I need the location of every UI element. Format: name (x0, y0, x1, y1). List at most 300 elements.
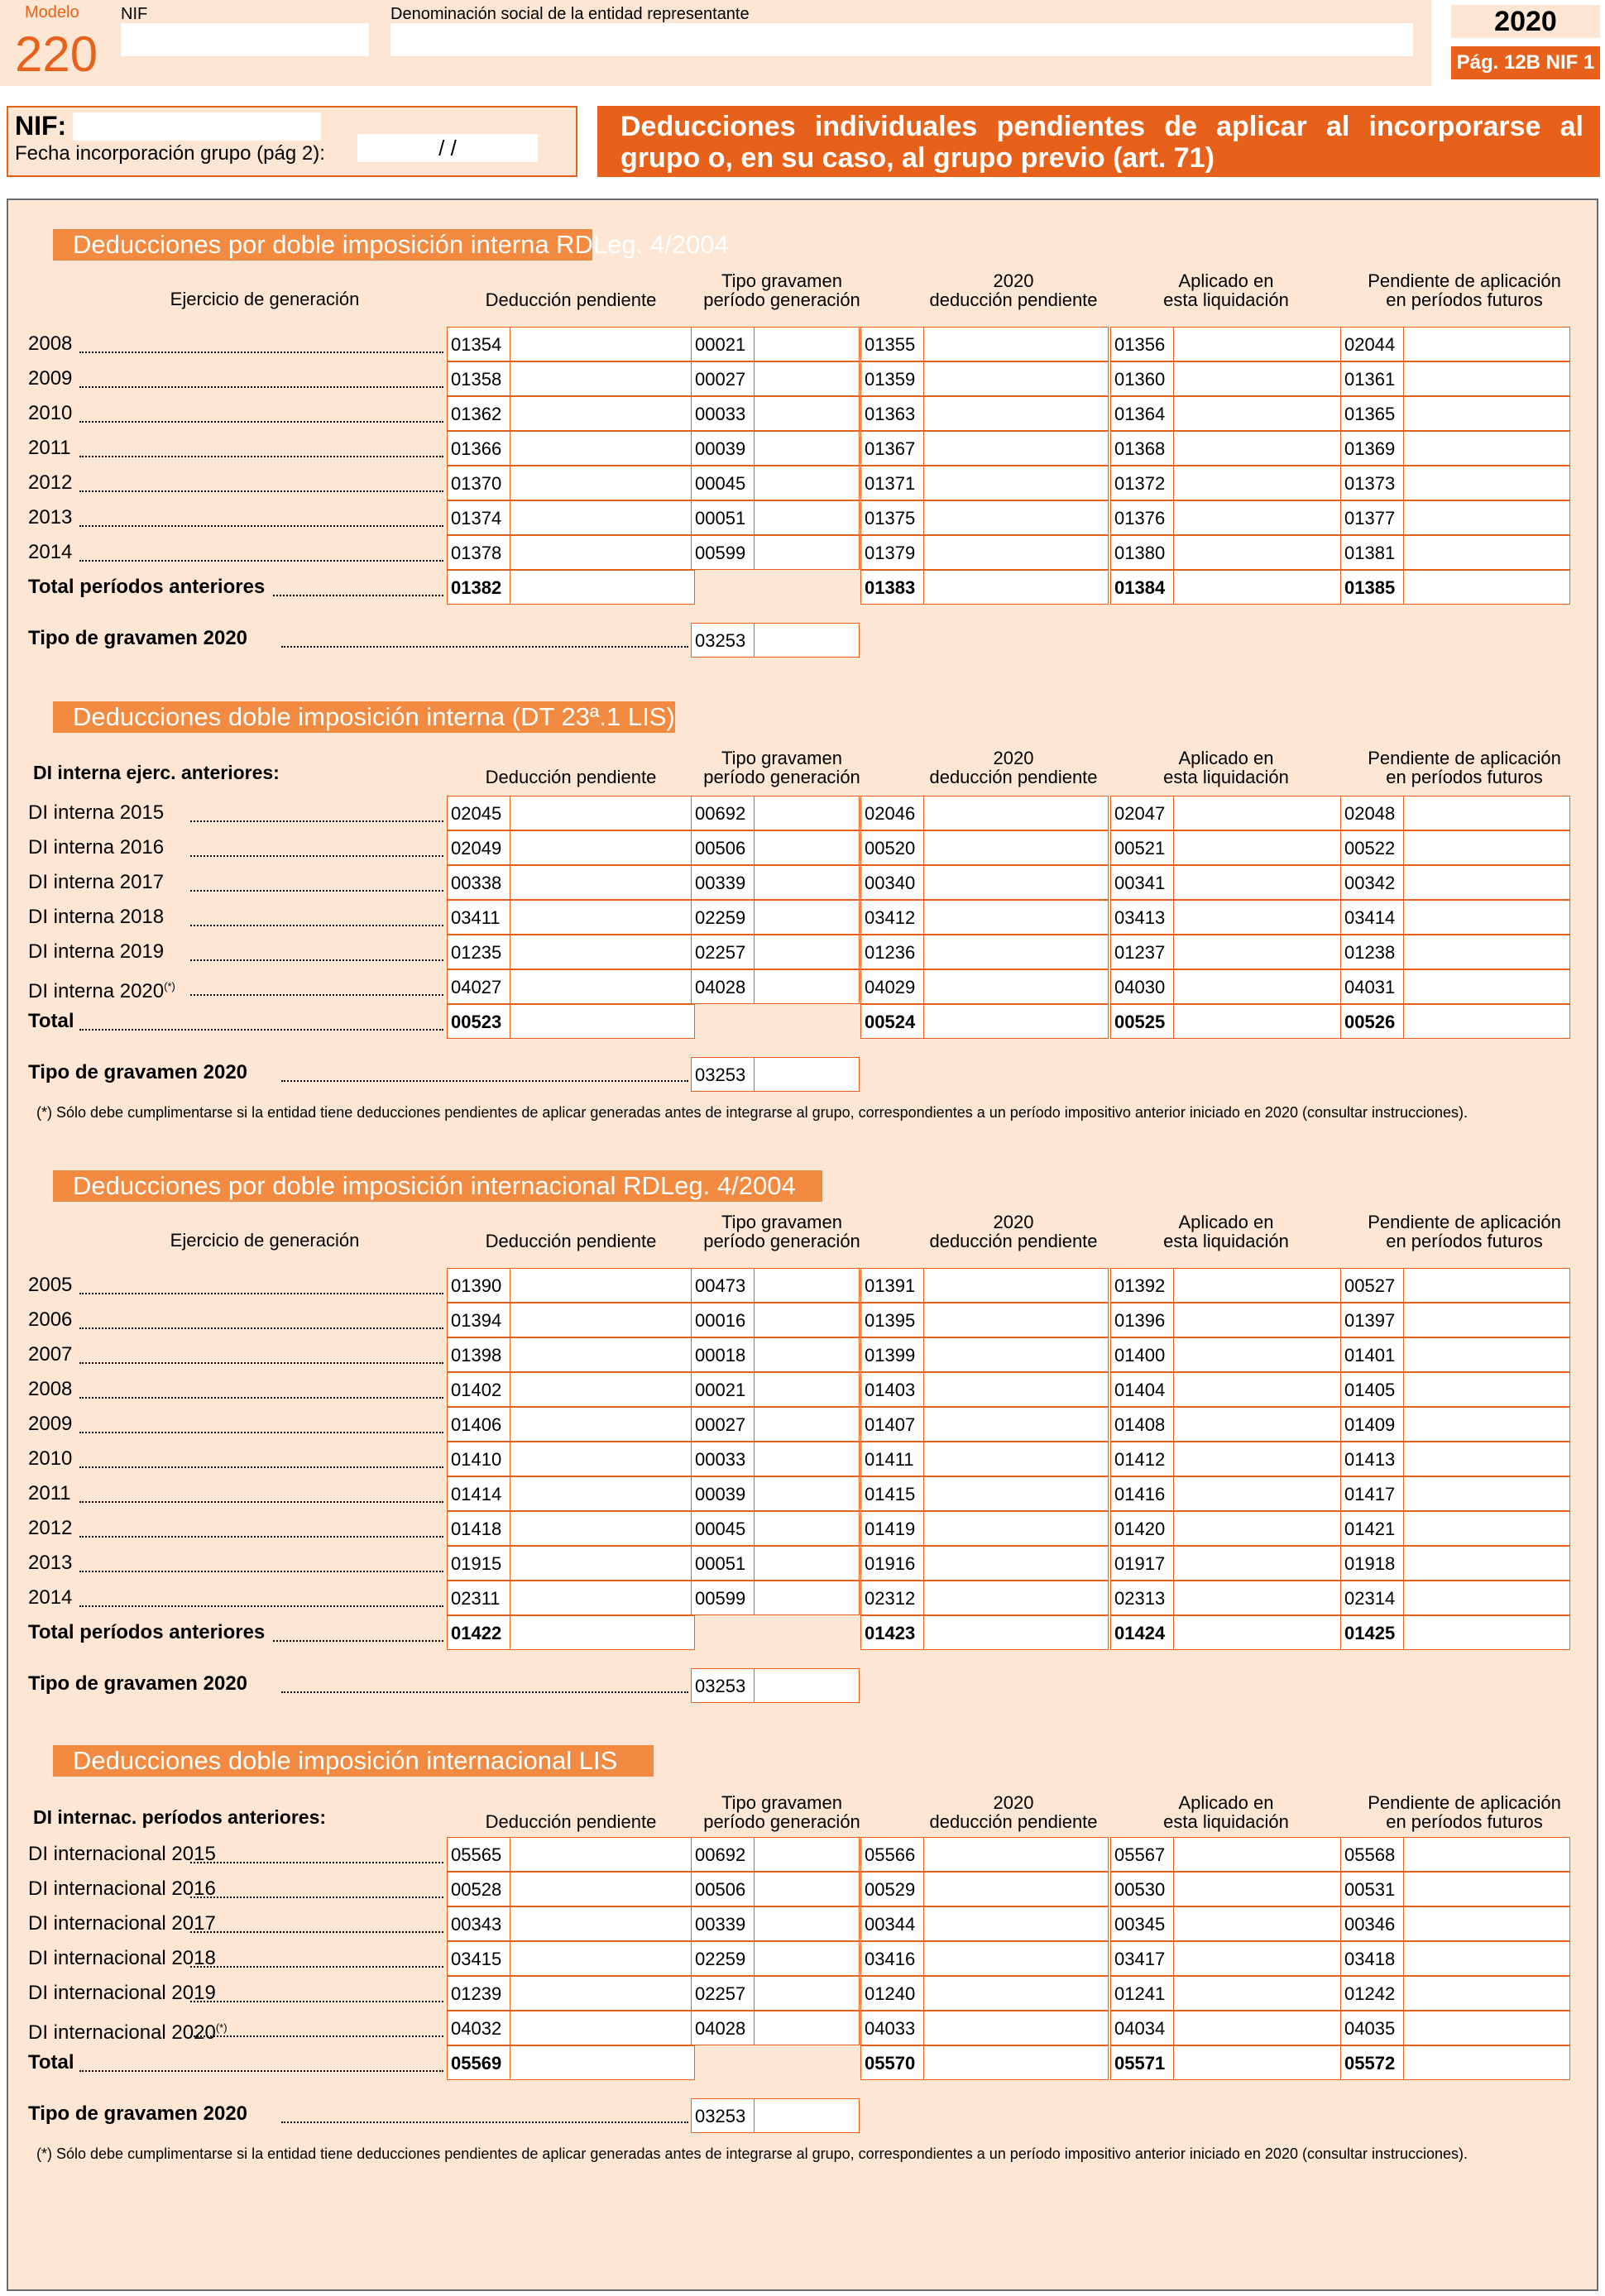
tipo-gravamen-cell[interactable] (691, 1057, 860, 1092)
amount-cell[interactable] (860, 431, 1109, 466)
field-code: 00340 (861, 866, 924, 899)
field-code: 01373 (1341, 466, 1404, 500)
amount-cell[interactable] (691, 1442, 860, 1476)
amount-cell[interactable] (1340, 396, 1570, 431)
tipo-gravamen-label: Tipo de gravamen 2020 (28, 1061, 248, 1083)
amount-cell[interactable] (691, 1268, 860, 1303)
amount-cell[interactable] (860, 1872, 1109, 1906)
leader-dots (79, 1293, 443, 1294)
leader-dots (79, 1536, 443, 1538)
amount-cell[interactable] (1340, 1268, 1570, 1303)
amount-cell[interactable] (691, 1906, 860, 1941)
amount-cell[interactable] (1110, 969, 1342, 1004)
field-code: 05565 (448, 1838, 510, 1871)
field-code: 01408 (1111, 1408, 1174, 1441)
column-header-tipo-line1: Tipo gravamen (721, 1212, 842, 1232)
column-header-deduccion: Deducción pendiente (485, 289, 657, 310)
total-cell[interactable] (1340, 1004, 1570, 1039)
field-code: 05567 (1111, 1838, 1174, 1871)
amount-cell[interactable] (691, 500, 860, 535)
field-code: 01397 (1341, 1303, 1404, 1337)
total-label: Total períodos anteriores (28, 576, 266, 598)
amount-cell[interactable] (691, 969, 860, 1004)
field-code: 00506 (692, 831, 755, 864)
amount-cell[interactable] (1110, 1976, 1342, 2011)
leader-dots (273, 595, 443, 596)
total-cell[interactable] (447, 1004, 695, 1039)
amount-cell[interactable] (1340, 327, 1570, 361)
amount-cell[interactable] (691, 1837, 860, 1872)
total-cell[interactable] (860, 1004, 1109, 1039)
amount-cell[interactable] (1340, 500, 1570, 535)
amount-cell[interactable] (447, 466, 695, 500)
amount-cell[interactable] (1340, 900, 1570, 935)
amount-cell[interactable] (1110, 1476, 1342, 1511)
field-code: 00039 (692, 1477, 755, 1510)
leader-dots (79, 1362, 443, 1364)
amount-cell[interactable] (1340, 1372, 1570, 1407)
row-label-text: 2011 (28, 437, 71, 459)
amount-cell[interactable] (1340, 2011, 1570, 2045)
amount-cell[interactable] (1110, 396, 1342, 431)
total-cell[interactable] (1340, 570, 1570, 605)
amount-cell[interactable] (691, 1407, 860, 1442)
field-code: 00027 (692, 362, 755, 395)
amount-cell[interactable] (1340, 1872, 1570, 1906)
amount-cell[interactable] (1340, 431, 1570, 466)
row-label-text: DI interna 2018 (28, 906, 165, 928)
field-code: 00045 (692, 1512, 755, 1545)
amount-cell[interactable] (691, 1303, 860, 1337)
amount-cell[interactable] (860, 900, 1109, 935)
amount-cell[interactable] (447, 1372, 695, 1407)
field-code: 01391 (861, 1269, 924, 1302)
column-header-tipo-line2: período generación (703, 1231, 860, 1251)
leader-dots (79, 1605, 443, 1607)
column-header-deduccion: Deducción pendiente (485, 767, 657, 787)
amount-cell[interactable] (691, 1511, 860, 1546)
field-code: 00523 (448, 1005, 510, 1038)
amount-cell[interactable] (860, 1906, 1109, 1941)
amount-cell[interactable] (691, 900, 860, 935)
amount-cell[interactable] (860, 396, 1109, 431)
amount-cell[interactable] (691, 1872, 860, 1906)
amount-cell[interactable] (860, 535, 1109, 570)
amount-cell[interactable] (1340, 1337, 1570, 1372)
field-code: 00344 (861, 1907, 924, 1940)
amount-cell[interactable] (447, 1976, 695, 2011)
amount-cell[interactable] (1340, 361, 1570, 396)
leader-dots (190, 1862, 443, 1863)
amount-cell[interactable] (860, 1372, 1109, 1407)
amount-cell[interactable] (1340, 935, 1570, 969)
field-code: 01359 (861, 362, 924, 395)
amount-cell[interactable] (860, 1546, 1109, 1581)
amount-cell[interactable] (1110, 1837, 1342, 1872)
amount-cell[interactable] (691, 2011, 860, 2045)
field-code: 03253 (692, 2099, 755, 2132)
amount-cell[interactable] (691, 1337, 860, 1372)
amount-cell[interactable] (860, 1837, 1109, 1872)
field-code: 03253 (692, 624, 755, 657)
section-subheader: DI interna ejerc. anteriores: (33, 762, 280, 783)
amount-cell[interactable] (447, 796, 695, 830)
amount-cell[interactable] (860, 466, 1109, 500)
field-code: 01390 (448, 1269, 510, 1302)
amount-cell[interactable] (691, 865, 860, 900)
amount-cell[interactable] (691, 1546, 860, 1581)
field-code: 01238 (1341, 935, 1404, 969)
field-code: 03411 (448, 901, 510, 934)
row-label-text: 2007 (28, 1343, 73, 1366)
leader-dots (79, 456, 443, 457)
amount-cell[interactable] (1110, 1442, 1342, 1476)
column-header-pendiente-line1: Pendiente de aplicación (1368, 748, 1561, 768)
field-code: 01363 (861, 397, 924, 430)
row-label-text: DI internacional 2016 (28, 1877, 216, 1900)
tipo-gravamen-label: Tipo de gravamen 2020 (28, 627, 248, 649)
field-code: 01404 (1111, 1373, 1174, 1406)
amount-cell[interactable] (860, 1976, 1109, 2011)
amount-cell[interactable] (860, 1303, 1109, 1337)
amount-cell[interactable] (1110, 1581, 1342, 1615)
field-code: 00051 (692, 501, 755, 534)
nif-field[interactable] (121, 23, 369, 56)
row-label (28, 974, 442, 1004)
amount-cell[interactable] (1110, 1941, 1342, 1976)
field-code: 01383 (861, 571, 924, 604)
total-cell[interactable] (1110, 1615, 1342, 1650)
field-code: 00051 (692, 1547, 755, 1580)
amount-cell[interactable] (691, 796, 860, 830)
leader-dots (79, 352, 443, 353)
amount-cell[interactable] (1340, 1581, 1570, 1615)
amount-cell[interactable] (1340, 1476, 1570, 1511)
total-cell[interactable] (860, 1615, 1109, 1650)
amount-cell[interactable] (860, 500, 1109, 535)
field-code: 00342 (1341, 866, 1404, 899)
column-header-tipo-line2: período generación (703, 767, 860, 787)
amount-cell[interactable] (1110, 327, 1342, 361)
amount-cell[interactable] (691, 327, 860, 361)
total-cell[interactable] (447, 570, 695, 605)
amount-cell[interactable] (1110, 1906, 1342, 1941)
column-header-2020-line1: 2020 (993, 748, 1034, 768)
amount-cell[interactable] (447, 1476, 695, 1511)
amount-cell[interactable] (1110, 431, 1342, 466)
column-header-aplicado-line2: esta liquidación (1163, 767, 1289, 787)
fecha-field[interactable]: / / (357, 134, 538, 162)
row-label-text: 2013 (28, 506, 73, 529)
amount-cell[interactable] (1110, 830, 1342, 865)
field-code: 01917 (1111, 1547, 1174, 1580)
amount-cell[interactable] (1340, 1442, 1570, 1476)
field-code: 01379 (861, 536, 924, 569)
amount-cell[interactable] (1340, 796, 1570, 830)
total-cell[interactable] (860, 570, 1109, 605)
amount-cell[interactable] (1110, 361, 1342, 396)
row-label-text: DI interna 2015 (28, 801, 165, 824)
amount-cell[interactable] (1110, 1407, 1342, 1442)
field-code: 01417 (1341, 1477, 1404, 1510)
amount-cell[interactable] (447, 2011, 695, 2045)
amount-cell[interactable] (447, 1581, 695, 1615)
total-cell[interactable] (1340, 2045, 1570, 2080)
amount-cell[interactable] (447, 1407, 695, 1442)
amount-cell[interactable] (1340, 1941, 1570, 1976)
field-code: 00341 (1111, 866, 1174, 899)
total-cell[interactable] (860, 2045, 1109, 2080)
field-code: 01412 (1111, 1442, 1174, 1476)
total-cell[interactable] (1340, 1615, 1570, 1650)
section-title: Deducciones por doble imposición interna RDLeg. 4/2004 (53, 229, 592, 261)
leader-dots (190, 820, 443, 822)
amount-cell[interactable] (447, 1546, 695, 1581)
column-header-tipo-line1: Tipo gravamen (721, 1792, 842, 1813)
amount-cell[interactable] (447, 396, 695, 431)
field-code: 00039 (692, 432, 755, 465)
modelo-label: Modelo (25, 3, 79, 22)
field-code: 01401 (1341, 1338, 1404, 1371)
amount-cell[interactable] (447, 969, 695, 1004)
amount-cell[interactable] (1110, 1546, 1342, 1581)
amount-cell[interactable] (1340, 1837, 1570, 1872)
page-title: Deducciones individuales pendientes de aplicar al incorporarse al grupo o, en su caso, al grupo previo (art. 71) (597, 106, 1600, 177)
amount-cell[interactable] (447, 535, 695, 570)
amount-cell[interactable] (1110, 2011, 1342, 2045)
amount-cell[interactable] (860, 327, 1109, 361)
amount-cell[interactable] (691, 1476, 860, 1511)
field-code: 01423 (861, 1616, 924, 1649)
field-code: 01394 (448, 1303, 510, 1337)
field-code: 02257 (692, 1977, 755, 2010)
field-code: 01420 (1111, 1512, 1174, 1545)
tipo-gravamen-cell[interactable] (691, 623, 860, 658)
amount-cell[interactable] (860, 1941, 1109, 1976)
field-code: 01235 (448, 935, 510, 969)
field-code: 05570 (861, 2046, 924, 2079)
leader-dots (79, 560, 443, 562)
field-code: 00339 (692, 866, 755, 899)
amount-cell[interactable] (447, 1303, 695, 1337)
amount-cell[interactable] (860, 1268, 1109, 1303)
total-cell[interactable] (447, 2045, 695, 2080)
amount-cell[interactable] (1110, 1337, 1342, 1372)
column-header-2020-line2: deducción pendiente (929, 1811, 1098, 1832)
field-code: 01242 (1341, 1977, 1404, 2010)
row-label-text: 2013 (28, 1552, 73, 1574)
amount-cell[interactable] (691, 361, 860, 396)
amount-cell[interactable] (860, 969, 1109, 1004)
amount-cell[interactable] (1110, 466, 1342, 500)
column-header-aplicado-line2: esta liquidación (1163, 1231, 1289, 1251)
amount-cell[interactable] (447, 1442, 695, 1476)
tipo-gravamen-cell[interactable] (691, 1668, 860, 1703)
field-code: 00021 (692, 328, 755, 361)
amount-cell[interactable] (860, 1442, 1109, 1476)
denominacion-field[interactable] (390, 23, 1413, 56)
field-code: 00527 (1341, 1269, 1404, 1302)
amount-cell[interactable] (447, 1906, 695, 1941)
field-code: 03418 (1341, 1942, 1404, 1975)
amount-cell[interactable] (860, 1407, 1109, 1442)
amount-cell[interactable] (1340, 1546, 1570, 1581)
total-cell[interactable] (1110, 2045, 1342, 2080)
field-code: 01374 (448, 501, 510, 534)
amount-cell[interactable] (1110, 1268, 1342, 1303)
tipo-gravamen-label: Tipo de gravamen 2020 (28, 2102, 248, 2125)
leader-dots (79, 1466, 443, 1468)
field-code: 00346 (1341, 1907, 1404, 1940)
amount-cell[interactable] (1110, 1372, 1342, 1407)
amount-cell[interactable] (447, 1941, 695, 1976)
leader-dots (79, 421, 443, 423)
amount-cell[interactable] (447, 1268, 695, 1303)
field-code: 00526 (1341, 1005, 1404, 1038)
amount-cell[interactable] (447, 500, 695, 535)
amount-cell[interactable] (1110, 865, 1342, 900)
amount-cell[interactable] (447, 1511, 695, 1546)
amount-cell[interactable] (691, 1372, 860, 1407)
amount-cell[interactable] (447, 1337, 695, 1372)
field-code: 04028 (692, 970, 755, 1003)
amount-cell[interactable] (1340, 969, 1570, 1004)
amount-cell[interactable] (691, 830, 860, 865)
total-cell[interactable] (1110, 1004, 1342, 1039)
field-code: 01399 (861, 1338, 924, 1371)
leader-dots (79, 1029, 443, 1031)
field-code: 04029 (861, 970, 924, 1003)
amount-cell[interactable] (860, 1476, 1109, 1511)
field-code: 03413 (1111, 901, 1174, 934)
amount-cell[interactable] (447, 900, 695, 935)
amount-cell[interactable] (1110, 1303, 1342, 1337)
amount-cell[interactable] (1340, 1906, 1570, 1941)
row-label-text: DI internacional 2020 (28, 2021, 216, 2044)
leader-dots (281, 646, 688, 648)
leader-dots (281, 2121, 688, 2123)
amount-cell[interactable] (691, 431, 860, 466)
field-code: 00520 (861, 831, 924, 864)
amount-cell[interactable] (860, 1581, 1109, 1615)
amount-cell[interactable] (860, 2011, 1109, 2045)
amount-cell[interactable] (1340, 1407, 1570, 1442)
amount-cell[interactable] (691, 396, 860, 431)
field-code: 03412 (861, 901, 924, 934)
amount-cell[interactable] (1110, 535, 1342, 570)
amount-cell[interactable] (1340, 535, 1570, 570)
leader-dots (281, 1691, 688, 1693)
row-label-text: 2010 (28, 402, 73, 424)
column-header-tipo-line1: Tipo gravamen (721, 270, 842, 291)
amount-cell[interactable] (447, 361, 695, 396)
amount-cell[interactable] (1340, 466, 1570, 500)
amount-cell[interactable] (1340, 1976, 1570, 2011)
amount-cell[interactable] (860, 830, 1109, 865)
amount-cell[interactable] (447, 327, 695, 361)
section-title: Deducciones por doble imposición internacional RDLeg. 4/2004 (53, 1170, 822, 1202)
year-label: 2020 (1494, 6, 1557, 37)
footnote: (*) Sólo debe cumplimentarse si la entidad tiene deducciones pendientes de aplicar generadas antes de integrarse al grupo, correspondientes a un período impositivo anterior iniciado en 2020 (consultar instrucciones). (36, 2145, 1468, 2162)
field-code: 01402 (448, 1373, 510, 1406)
amount-cell[interactable] (691, 1976, 860, 2011)
row-label-text: 2014 (28, 541, 73, 563)
amount-cell[interactable] (447, 830, 695, 865)
nif2-field[interactable] (73, 112, 321, 141)
field-code: 02314 (1341, 1581, 1404, 1614)
total-cell[interactable] (1110, 570, 1342, 605)
section-subheader: DI internac. períodos anteriores: (33, 1806, 327, 1828)
amount-cell[interactable] (1110, 796, 1342, 830)
column-header-pendiente-line1: Pendiente de aplicación (1368, 1212, 1561, 1232)
field-code: 01384 (1111, 571, 1174, 604)
amount-cell[interactable] (1110, 900, 1342, 935)
tipo-gravamen-cell[interactable] (691, 2098, 860, 2133)
amount-cell[interactable] (860, 935, 1109, 969)
amount-cell[interactable] (691, 1941, 860, 1976)
total-cell[interactable] (447, 1615, 695, 1650)
amount-cell[interactable] (447, 1837, 695, 1872)
field-code: 00345 (1111, 1907, 1174, 1940)
field-code: 01365 (1341, 397, 1404, 430)
amount-cell[interactable] (1110, 1872, 1342, 1906)
amount-cell[interactable] (860, 1511, 1109, 1546)
amount-cell[interactable] (691, 935, 860, 969)
amount-cell[interactable] (860, 1337, 1109, 1372)
field-code: 01407 (861, 1408, 924, 1441)
amount-cell[interactable] (691, 466, 860, 500)
row-label-text: 2006 (28, 1308, 73, 1331)
amount-cell[interactable] (691, 535, 860, 570)
leader-dots (273, 1640, 443, 1642)
field-code: 00692 (692, 796, 755, 830)
row-label-text: 2008 (28, 332, 73, 355)
amount-cell[interactable] (447, 865, 695, 900)
field-code: 01413 (1341, 1442, 1404, 1476)
amount-cell[interactable] (1110, 500, 1342, 535)
amount-cell[interactable] (691, 1581, 860, 1615)
row-label-text: 2014 (28, 1586, 73, 1609)
row-label-text: DI interna 2020 (28, 980, 165, 1002)
amount-cell[interactable] (860, 361, 1109, 396)
amount-cell[interactable] (447, 431, 695, 466)
field-code: 03414 (1341, 901, 1404, 934)
leader-dots (79, 525, 443, 527)
field-code: 01380 (1111, 536, 1174, 569)
field-code: 04032 (448, 2011, 510, 2045)
column-header-pendiente-line2: en períodos futuros (1386, 1231, 1543, 1251)
amount-cell[interactable] (1340, 865, 1570, 900)
amount-cell[interactable] (447, 1872, 695, 1906)
amount-cell[interactable] (860, 865, 1109, 900)
amount-cell[interactable] (447, 935, 695, 969)
row-label-text: 2009 (28, 1413, 73, 1435)
amount-cell[interactable] (1110, 935, 1342, 969)
denominacion-label: Denominación social de la entidad representante (390, 5, 750, 23)
field-code: 01385 (1341, 571, 1404, 604)
field-code: 01403 (861, 1373, 924, 1406)
field-code: 01396 (1111, 1303, 1174, 1337)
amount-cell[interactable] (1340, 830, 1570, 865)
amount-cell[interactable] (1340, 1511, 1570, 1546)
amount-cell[interactable] (860, 796, 1109, 830)
amount-cell[interactable] (1340, 1303, 1570, 1337)
column-header-tipo-line2: período generación (703, 289, 860, 310)
row-label-text: 2012 (28, 1517, 73, 1539)
column-header-pendiente-line2: en períodos futuros (1386, 767, 1543, 787)
amount-cell[interactable] (1110, 1511, 1342, 1546)
leader-dots (190, 2035, 443, 2037)
